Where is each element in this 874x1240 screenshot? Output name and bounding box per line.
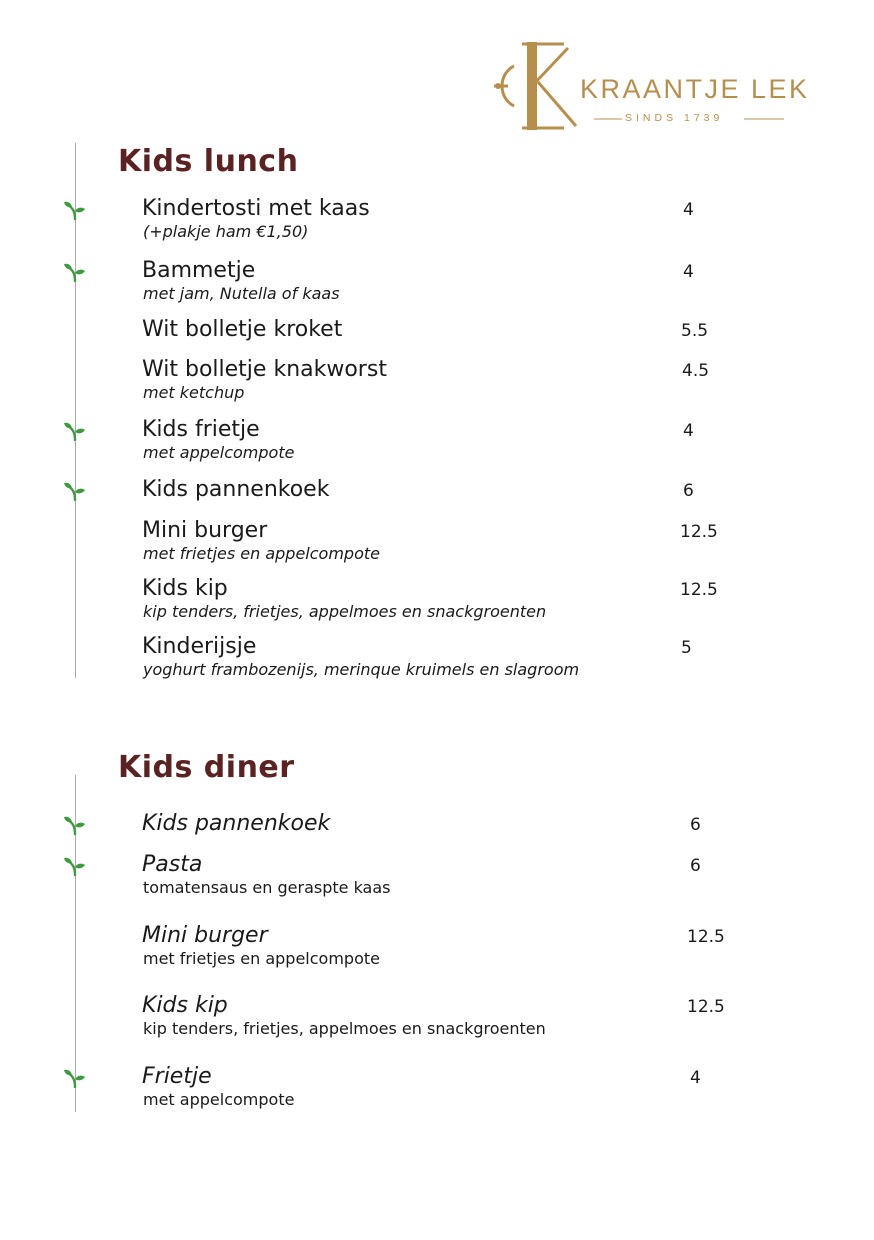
vegetarian-sprout-icon xyxy=(60,421,86,441)
menu-item-name: Mini burger xyxy=(142,923,268,948)
menu-item-price: 6 xyxy=(690,815,701,835)
menu-item-price: 4 xyxy=(683,262,694,282)
menu-item-description: met appelcompote xyxy=(143,443,295,462)
menu-item-name: Kids pannenkoek xyxy=(142,477,330,502)
menu-item-description: met frietjes en appelcompote xyxy=(143,949,380,968)
lunch-section-rule xyxy=(75,143,76,678)
menu-item-description: met jam, Nutella of kaas xyxy=(143,284,340,303)
section-title-diner: Kids diner xyxy=(118,750,295,785)
logo-wordmark: KRAANTJE LEK xyxy=(580,74,810,104)
menu-item-price: 4 xyxy=(683,200,694,220)
menu-item-price: 12.5 xyxy=(687,927,725,947)
menu-item-price: 12.5 xyxy=(680,522,718,542)
menu-item-name: Kids frietje xyxy=(142,417,260,442)
vegetarian-sprout-icon xyxy=(60,200,86,220)
menu-item-name: Frietje xyxy=(142,1064,212,1089)
vegetarian-sprout-icon xyxy=(60,815,86,835)
menu-item-name: Bammetje xyxy=(142,258,256,283)
menu-item-description: yoghurt frambozenijs, merinque kruimels en slagroom xyxy=(143,660,580,679)
menu-item-description: tomatensaus en geraspte kaas xyxy=(143,878,391,897)
menu-item-name: Kinderijsje xyxy=(142,634,257,659)
menu-item-name: Kids pannenkoek xyxy=(142,811,331,836)
menu-item-description: (+plakje ham €1,50) xyxy=(143,222,309,241)
vegetarian-sprout-icon xyxy=(60,856,86,876)
menu-item-name: Kids kip xyxy=(142,576,228,601)
menu-item-price: 4 xyxy=(690,1068,701,1088)
menu-item-name: Pasta xyxy=(142,852,203,877)
menu-item-name: Wit bolletje knakworst xyxy=(142,357,387,382)
menu-item-description: met appelcompote xyxy=(143,1090,295,1109)
menu-item-name: Mini burger xyxy=(142,518,268,543)
restaurant-logo xyxy=(494,36,810,136)
menu-item-name: Wit bolletje kroket xyxy=(142,317,343,342)
menu-item-name: Kindertosti met kaas xyxy=(142,196,370,221)
menu-item-price: 5 xyxy=(681,638,692,658)
menu-item-price: 6 xyxy=(690,856,701,876)
menu-item-price: 5.5 xyxy=(681,321,709,341)
logo-tagline: SINDS 1739 xyxy=(625,112,724,124)
vegetarian-sprout-icon xyxy=(60,262,86,282)
menu-item-description: met frietjes en appelcompote xyxy=(143,544,380,563)
menu-item-price: 4.5 xyxy=(682,361,710,381)
vegetarian-sprout-icon xyxy=(60,1068,86,1088)
menu-item-price: 4 xyxy=(683,421,694,441)
menu-item-price: 12.5 xyxy=(680,580,718,600)
menu-item-name: Kids kip xyxy=(142,993,228,1018)
section-title-lunch: Kids lunch xyxy=(118,144,299,179)
vegetarian-sprout-icon xyxy=(60,481,86,501)
menu-item-description: kip tenders, frietjes, appelmoes en snackgroenten xyxy=(143,602,547,621)
menu-item-price: 12.5 xyxy=(687,997,725,1017)
menu-item-description: met ketchup xyxy=(143,383,245,402)
menu-item-description: kip tenders, frietjes, appelmoes en snackgroenten xyxy=(143,1019,546,1038)
menu-item-price: 6 xyxy=(683,481,694,501)
